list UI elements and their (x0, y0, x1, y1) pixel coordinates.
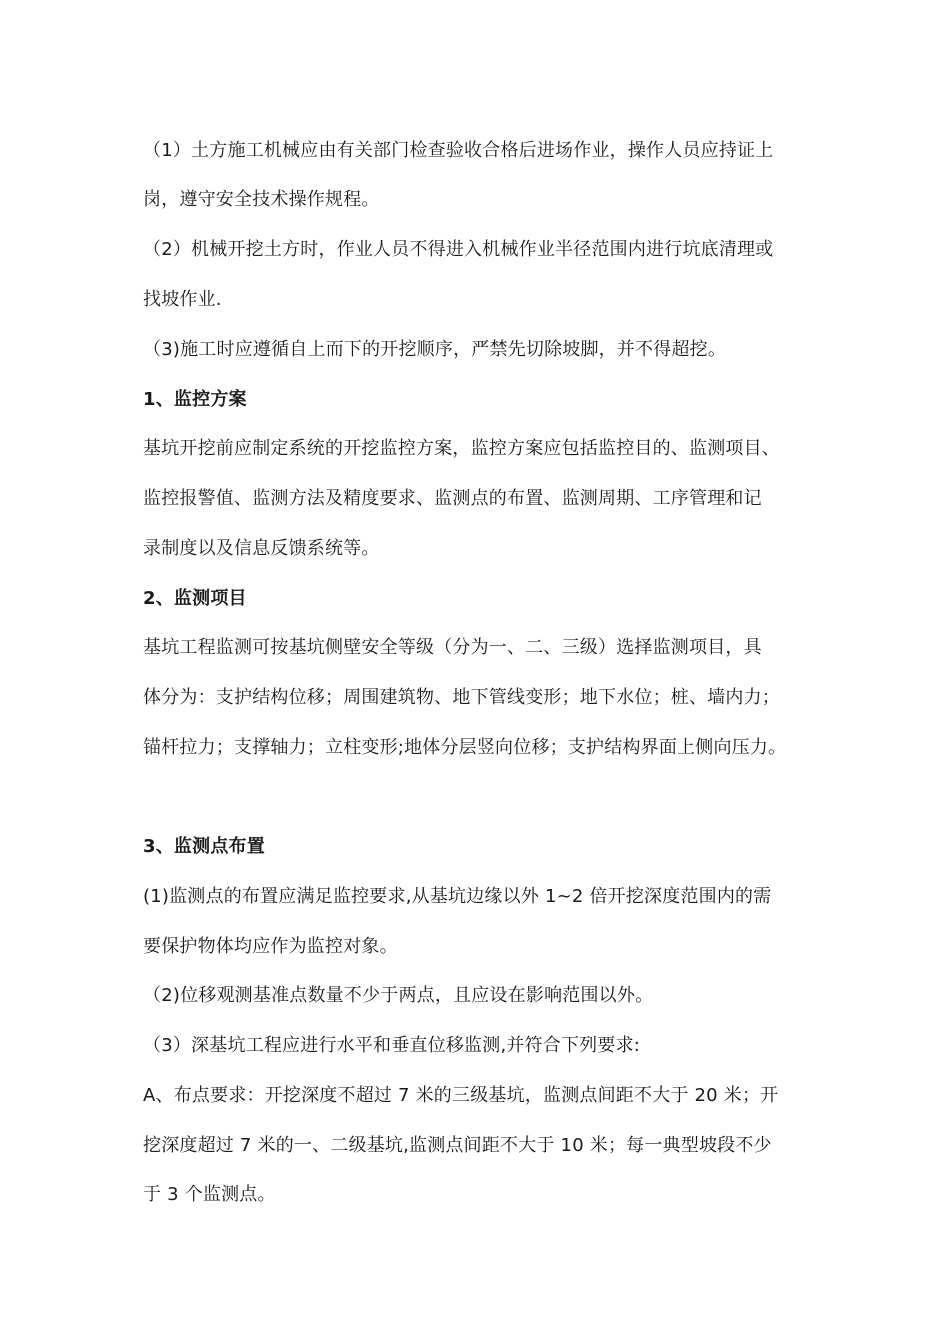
paragraph-line: （3)施工时应遵循自上而下的开挖顺序，严禁先切除坡脚，并不得超挖。 (143, 339, 727, 360)
paragraph-line: A、布点要求：开挖深度不超过 7 米的三级基坑，监测点间距不大于 20 米；开 (143, 1085, 779, 1106)
paragraph-line: 基坑工程监测可按基坑侧壁安全等级（分为一、二、三级）选择监测项目，具 (143, 637, 762, 658)
paragraph-line: 于 3 个监测点。 (143, 1184, 276, 1205)
paragraph-line: 挖深度超过 7 米的一、二级基坑,监测点间距不大于 10 米；每一典型坡段不少 (143, 1135, 772, 1156)
paragraph-line: 要保护物体均应作为监控对象。 (143, 936, 398, 957)
section-heading: 1、监控方案 (143, 389, 247, 410)
paragraph-line: 体分为：支护结构位移；周围建筑物、地下管线变形；地下水位；桩、墙内力； (143, 687, 780, 708)
section-heading: 2、监测项目 (143, 588, 247, 609)
section-heading: 3、监测点布置 (143, 836, 265, 857)
paragraph-line: （2）机械开挖土方时，作业人员不得进入机械作业半径范围内进行坑底清理或 (143, 239, 774, 260)
paragraph-line: (1)监测点的布置应满足监控要求,从基坑边缘以外 1~2 倍开挖深度范围内的需 (143, 886, 772, 907)
paragraph-line: （3）深基坑工程应进行水平和垂直位移监测,并符合下列要求: (143, 1035, 641, 1056)
paragraph-line: 岗，遵守安全技术操作规程。 (143, 189, 380, 210)
paragraph-line: 找坡作业. (143, 289, 222, 310)
paragraph-line: 基坑开挖前应制定系统的开挖监控方案，监控方案应包括监控目的、监测项目、 (143, 438, 780, 459)
paragraph-line: 锚杆拉力；支撑轴力；立柱变形;地体分层竖向位移；支护结构界面上侧向压力。 (143, 737, 787, 758)
paragraph-line: （1）土方施工机械应由有关部门检查验收合格后进场作业，操作人员应持证上 (143, 140, 774, 161)
paragraph-line: （2)位移观测基准点数量不少于两点，且应设在影响范围以外。 (143, 985, 654, 1006)
paragraph-line: 监控报警值、监测方法及精度要求、监测点的布置、监测周期、工序管理和记 (143, 488, 762, 509)
paragraph-line: 录制度以及信息反馈系统等。 (143, 538, 380, 559)
